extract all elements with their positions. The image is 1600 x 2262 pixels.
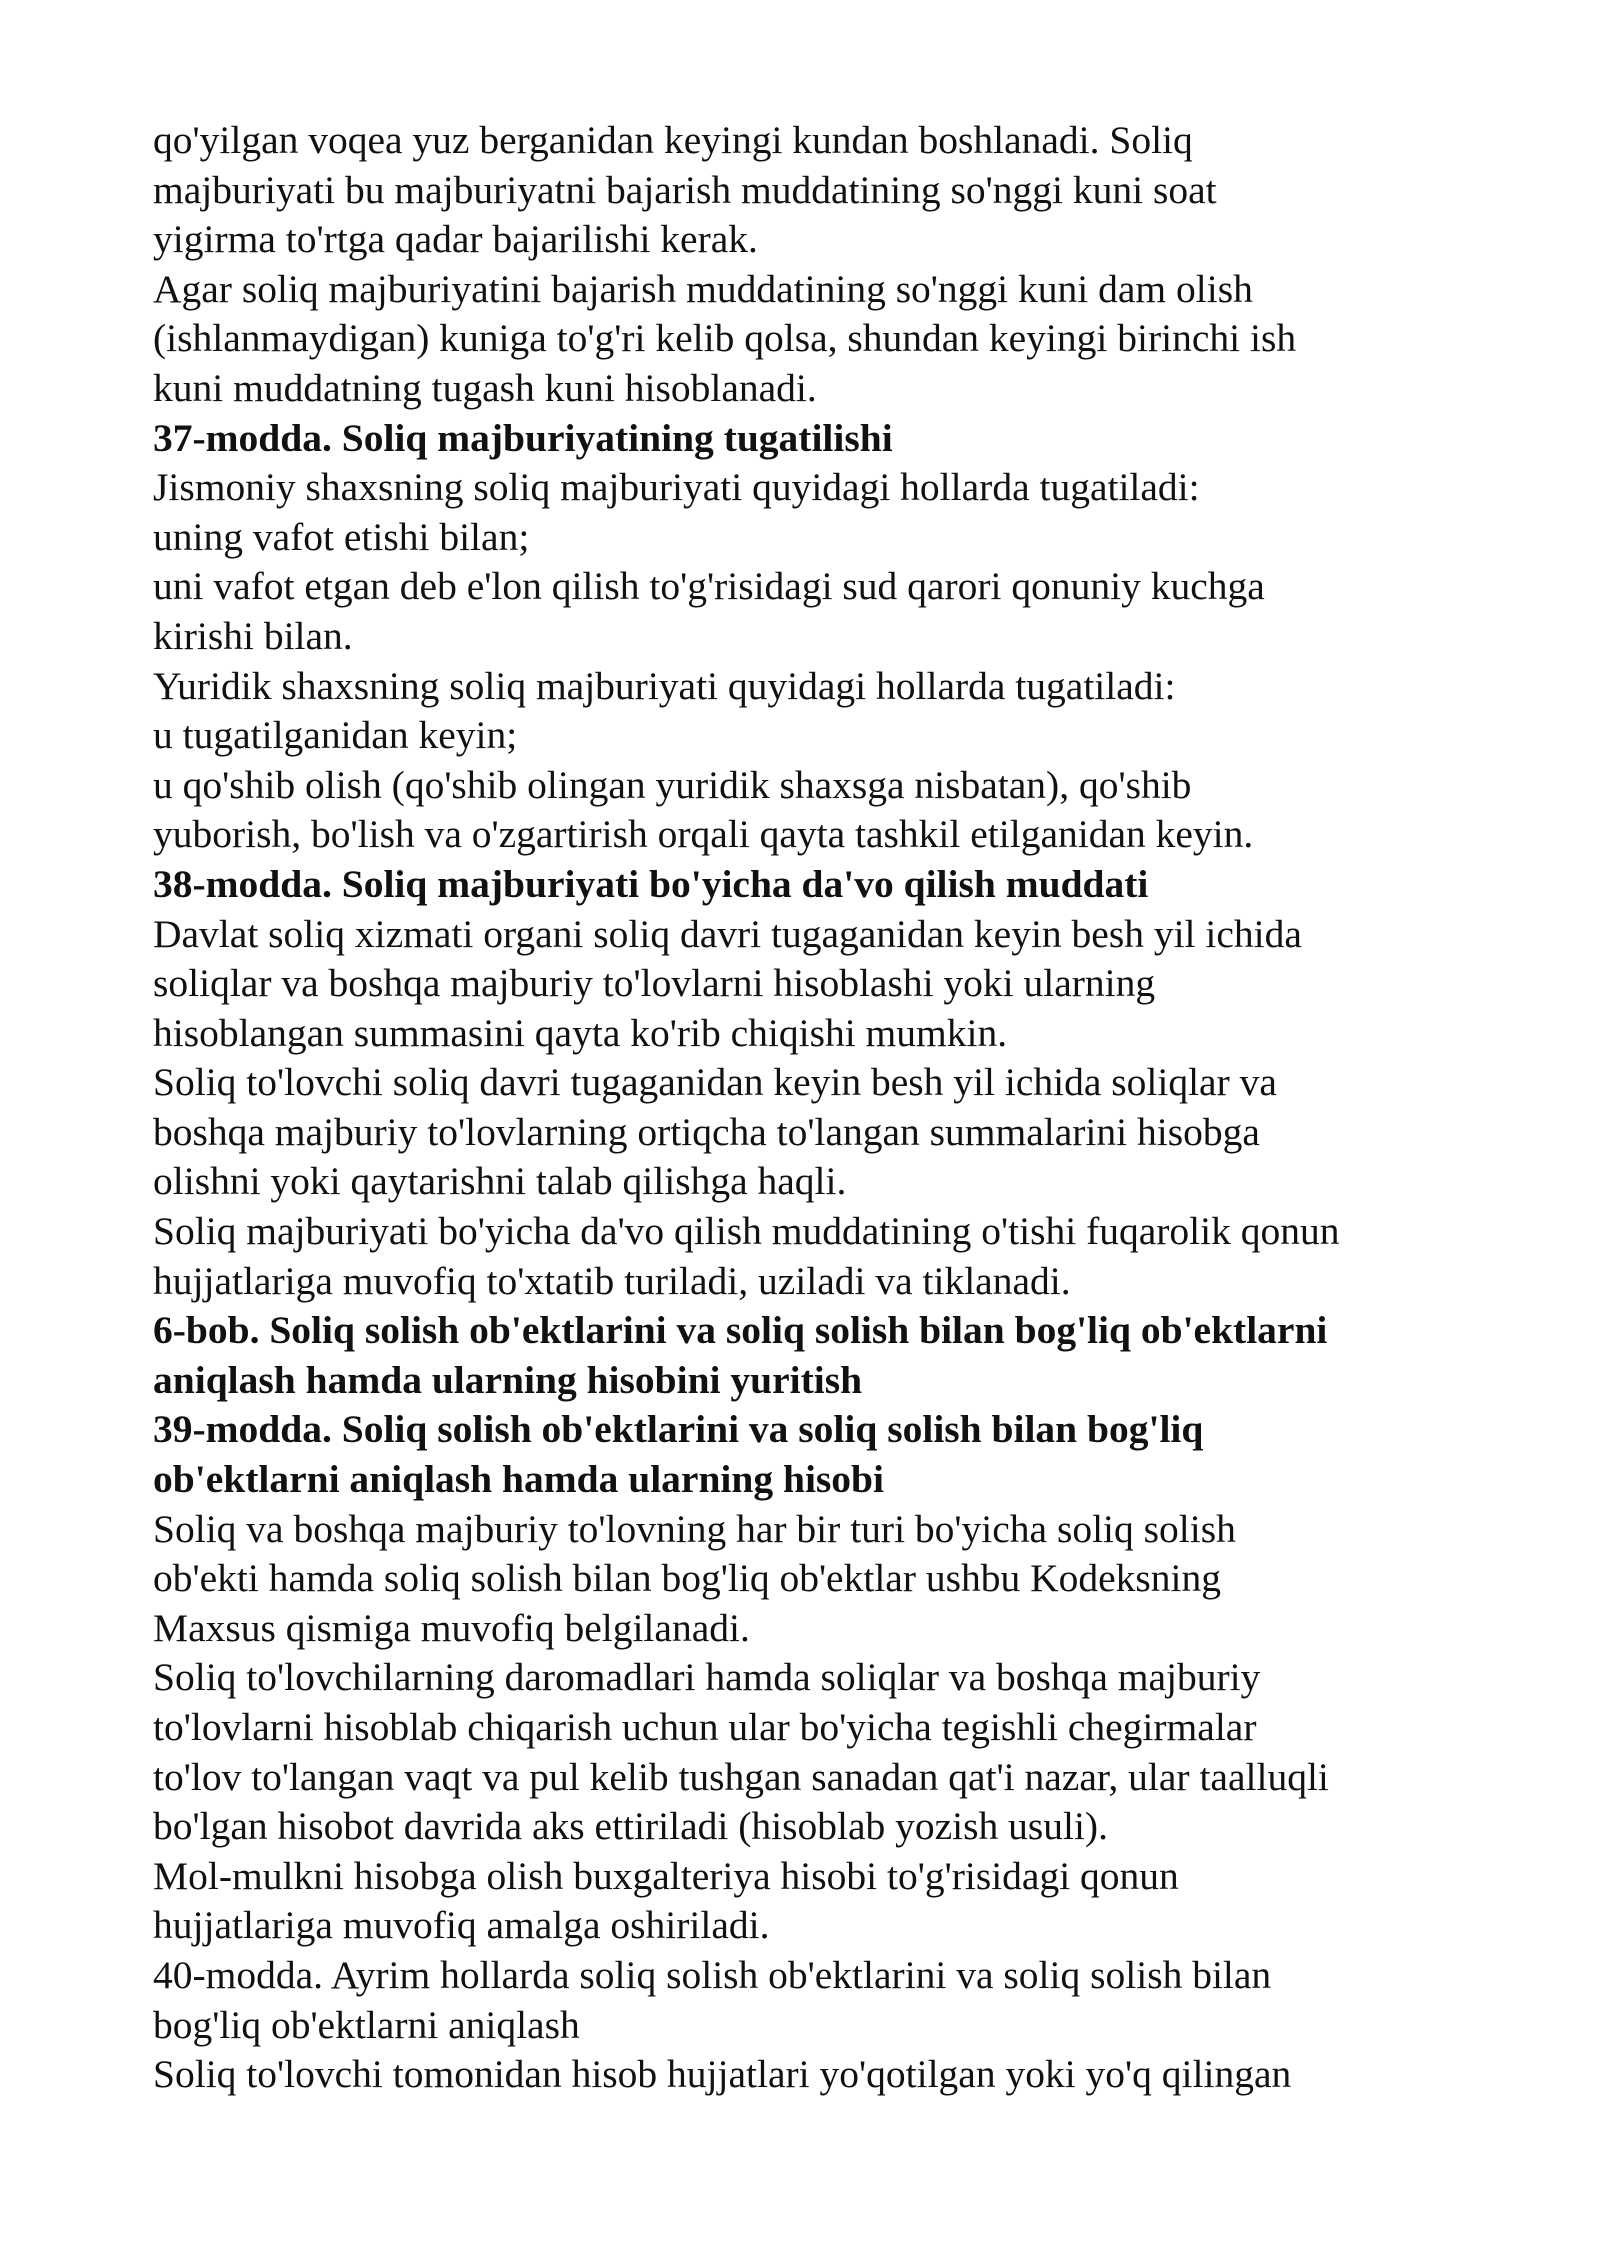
text-line: kirishi bilan. bbox=[153, 613, 353, 658]
text-line: Soliq to'lovchi soliq davri tugaganidan keyin besh yil ichida soliqlar va bbox=[153, 1060, 1277, 1105]
text-line: u tugatilganidan keyin; bbox=[153, 713, 518, 758]
document-body bbox=[153, 116, 1473, 2100]
text-line: kuni muddatning tugash kuni hisoblanadi. bbox=[153, 365, 817, 410]
text-line: u qo'shib olish (qo'shib olingan yuridik shaxsga nisbatan), qo'shib bbox=[153, 762, 1192, 807]
text-line: Soliq majburiyati bo'yicha da'vo qilish muddatining o'tishi fuqarolik qonun bbox=[153, 1209, 1340, 1254]
text-line: uning vafot etishi bilan; bbox=[153, 514, 530, 559]
heading-line: aniqlash hamda ularning hisobini yuritish bbox=[153, 1357, 863, 1402]
text-line: ob'ekti hamda soliq solish bilan bog'liq ob'ektlar ushbu Kodeksning bbox=[153, 1556, 1222, 1601]
text-line: yuborish, bo'lish va o'zgartirish orqali qayta tashkil etilganidan keyin. bbox=[153, 812, 1254, 857]
text-line: bo'lgan hisobot davrida aks ettiriladi (hisoblab yozish usuli). bbox=[153, 1804, 1108, 1849]
heading-line: 37-modda. Soliq majburiyatining tugatilishi bbox=[153, 415, 893, 460]
heading-line: 6-bob. Soliq solish ob'ektlarini va soliq solish bilan bog'liq ob'ektlarni bbox=[153, 1308, 1328, 1353]
text-line: Agar soliq majburiyatini bajarish muddatining so'nggi kuni dam olish bbox=[153, 266, 1253, 311]
heading-line: 38-modda. Soliq majburiyati bo'yicha da'vo qilish muddati bbox=[153, 861, 1149, 906]
text-line: soliqlar va boshqa majburiy to'lovlarni hisoblashi yoki ularning bbox=[153, 961, 1156, 1006]
text-line: hujjatlariga muvofiq amalga oshiriladi. bbox=[153, 1903, 770, 1948]
text-line: to'lovlarni hisoblab chiqarish uchun ular bo'yicha tegishli chegirmalar bbox=[153, 1705, 1257, 1749]
text-line: Soliq va boshqa majburiy to'lovning har bir turi bo'yicha soliq solish bbox=[153, 1506, 1236, 1551]
text-line: yigirma to'rtga qadar bajarilishi kerak. bbox=[153, 217, 758, 262]
text-line: bog'liq ob'ektlarni aniqlash bbox=[153, 2002, 580, 2047]
text-line: Davlat soliq xizmati organi soliq davri tugaganidan keyin besh yil ichida bbox=[153, 911, 1302, 956]
text-line: to'lov to'langan vaqt va pul kelib tushgan sanadan qat'i nazar, ular taalluqli bbox=[153, 1754, 1329, 1799]
heading-line: 39-modda. Soliq solish ob'ektlarini va soliq solish bilan bog'liq bbox=[153, 1407, 1204, 1452]
text-line: boshqa majburiy to'lovlarning ortiqcha to'langan summalarini hisobga bbox=[153, 1109, 1260, 1154]
text-line: Soliq to'lovchi tomonidan hisob hujjatlari yo'qotilgan yoki yo'q qilingan bbox=[153, 2052, 1292, 2097]
text-line: olishni yoki qaytarishni talab qilishga haqli. bbox=[153, 1159, 847, 1204]
text-line: uni vafot etgan deb e'lon qilish to'g'risidagi sud qarori qonuniy kuchga bbox=[153, 564, 1265, 609]
heading-line: ob'ektlarni aniqlash hamda ularning hisobi bbox=[153, 1457, 885, 1502]
text-line: (ishlanmaydigan) kuniga to'g'ri kelib qolsa, shundan keyingi birinchi ish bbox=[153, 316, 1297, 361]
text-line: majburiyati bu majburiyatni bajarish muddatining so'nggi kuni soat bbox=[153, 167, 1217, 212]
text-line: Mol-mulkni hisobga olish buxgalteriya hisobi to'g'risidagi qonun bbox=[153, 1853, 1179, 1898]
text-line: Maxsus qismiga muvofiq belgilanadi. bbox=[153, 1605, 750, 1650]
text-line: qo'yilgan voqea yuz berganidan keyingi kundan boshlanadi. Soliq bbox=[153, 118, 1193, 162]
text-line: hujjatlariga muvofiq to'xtatib turiladi, uziladi va tiklanadi. bbox=[153, 1258, 1071, 1303]
text-line: Yuridik shaxsning soliq majburiyati quyidagi hollarda tugatiladi: bbox=[153, 663, 1176, 708]
text-line: hisoblangan summasini qayta ko'rib chiqishi mumkin. bbox=[153, 1010, 1008, 1055]
text-line: 40-modda. Ayrim hollarda soliq solish ob'ektlarini va soliq solish bilan bbox=[153, 1952, 1272, 1997]
text-line: Jismoniy shaxsning soliq majburiyati quyidagi hollarda tugatiladi: bbox=[153, 465, 1200, 510]
text-line: Soliq to'lovchilarning daromadlari hamda soliqlar va boshqa majburiy bbox=[153, 1655, 1261, 1700]
